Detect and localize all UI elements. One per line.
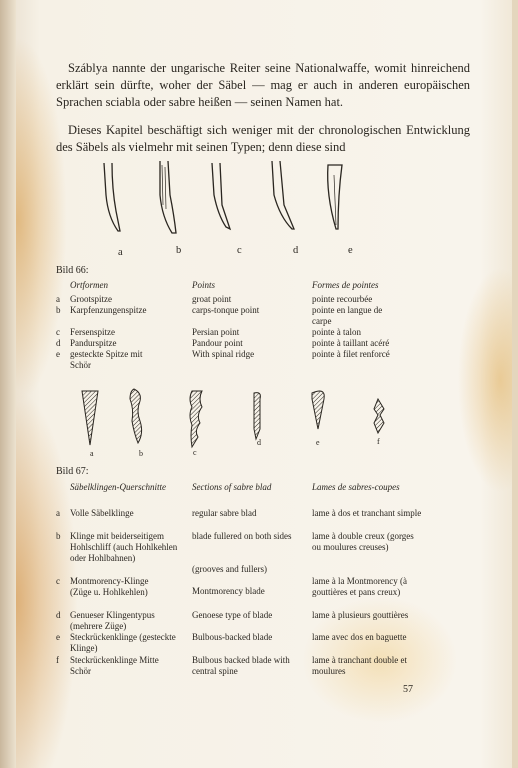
fig66-label-e: e [348, 245, 353, 256]
figure-67-blade-sections [76, 385, 406, 455]
fig67-header-en: Sections of sabre blad [192, 482, 272, 492]
point-d-drawing [272, 161, 294, 229]
fig67-label-a: a [90, 449, 94, 458]
section-b-drawing [130, 389, 142, 443]
point-a-drawing [104, 163, 120, 231]
section-d-drawing [254, 393, 260, 439]
section-c-drawing [190, 391, 202, 447]
page-edge [512, 0, 518, 768]
fig67-label-e: e [316, 438, 320, 447]
fig67-label-d: d [257, 438, 261, 447]
fig66-label-a: a [118, 247, 123, 258]
intro-paragraph: Száblya nannte der ungarische Reiter seine Nationalwaffe, womit hinreichend erklärt sein dürfte, woher der Säbel — mag er auch in anderen europäischen Sprachen sciabla oder sabre heißen — seinen Namen hat. [56, 61, 470, 109]
section-f-drawing [374, 399, 384, 433]
fig66-header-fr: Formes de pointes [312, 280, 379, 290]
fig67-header-de: Säbelklingen-Querschnitte [70, 482, 166, 492]
chapter-paragraph: Dieses Kapitel beschäftigt sich weniger mit der chronologischen Entwicklung des Säbels als vielmehr mit seinen Typen; denn diese sind [56, 123, 470, 154]
fig67-caption: Bild 67: [56, 466, 89, 477]
fig66-label-d: d [293, 245, 299, 256]
fig66-caption: Bild 66: [56, 265, 89, 276]
fig66-label-c: c [237, 245, 242, 256]
point-c-drawing [212, 163, 230, 229]
fig67-label-c: c [193, 448, 197, 457]
page-number: 57 [403, 684, 413, 695]
figure-66-sabre-points [90, 155, 370, 255]
section-a-drawing [82, 391, 98, 445]
fig66-header-en: Points [192, 280, 216, 290]
fig67-label-f: f [377, 437, 380, 446]
page-gutter [0, 0, 16, 768]
fig66-label-b: b [176, 245, 182, 256]
section-e-drawing [312, 391, 324, 429]
fig66-header-de: Ortformen [70, 280, 108, 290]
book-page: Száblya nannte der ungarische Reiter seine Nationalwaffe, womit hinreichend erklärt sein dürfte, woher der Säbel — mag er auch in anderen europäischen Sprachen sciabla oder sabre heißen — seinen Namen hat. Dieses Kapitel beschäftigt sich weniger mit der chronologischen Entwicklung des Säbels als vielmehr mit seinen Typen; denn diese sind a b c d e Bild 66: Ortformen Points Formes de pointes a Grootspitze groat point pointe recourbée b Karpfenzungenspitze carps-tonque point pointe en langue de carpe c Fersenspitze Persian point pointe à talon d Pandurspitze Pandour point pointe à taillant acéré e gesteckte Spitze mit Schör With spinal ridge pointe à filet renforcé a b c d e f Bild 67: Säbelklingen-Querschnitte Sections of sabre blad Lames de sabres-coupes a Volle Säbelklinge regular sabre blad lame à dos et tranchant simple b Klinge mit beiderseitigem Hohlschliff (auch Hohlkehlen oder Hohlbahnen) blade fullered on both sides lame à double creux (gorges ou moulures creuses) (grooves and fullers) c Montmorency-Klinge (Züge u. Hohlkehlen) Montmorency blade lame à la Montmorency (à gouttières et pans creux) d Genueser Klingentypus (mehrere Züge) Genoese type of blade lame à plusieurs gouttières e Steckrückenklinge (gesteckte Klinge) Bulbous-backed blade lame avec dos en baguette f Steckrückenklinge Mitte Schör Bulbous backed blade with central spine lame à tranchant double et moulures 57 [0, 0, 518, 768]
fig67-header-fr: Lames de sabres-coupes [312, 482, 400, 492]
fig67-label-b: b [139, 449, 143, 458]
